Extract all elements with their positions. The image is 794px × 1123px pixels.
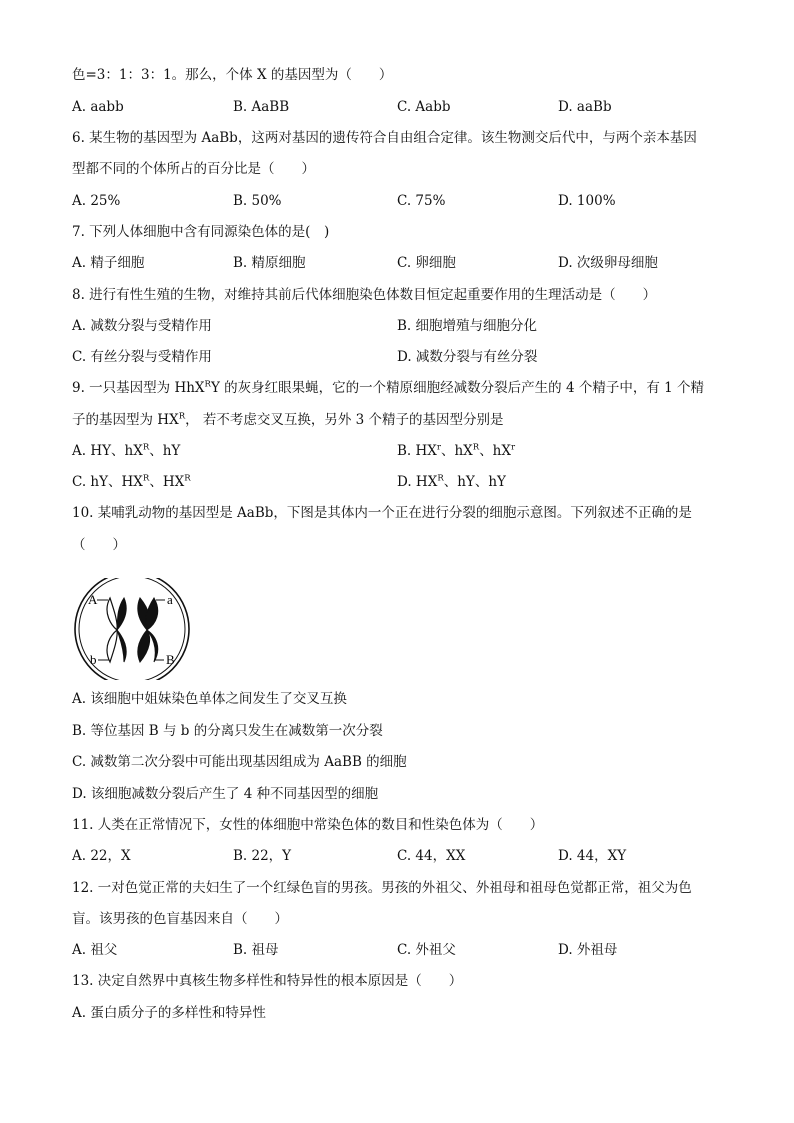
- q11-option-b: B. 22，Y: [233, 848, 292, 864]
- q5-option-b: B. AaBB: [233, 99, 290, 115]
- q12-option-b: B. 祖母: [233, 942, 279, 958]
- q8-option-b: B. 细胞增殖与细胞分化: [397, 318, 538, 334]
- q5-stem: 色=3：1：3：1。那么，个体 X 的基因型为（ ）: [72, 67, 393, 83]
- cell-division-diagram: [72, 578, 192, 684]
- q12-stem-line2: 盲。该男孩的色盲基因来自（ ）: [72, 911, 288, 927]
- q9-option-a: A. HY、$hX^R$、hY: [72, 442, 181, 459]
- q9-stem-line1: 9. 一只基因型为 HhX$^R$Y 的灰身红眼果蝇，它的一个精原细胞经减数分裂后产生的 4 个精子中，有 1 个精: [72, 379, 704, 396]
- q8-stem: 8. 进行有性生殖的生物，对维持其前后代体细胞染色体数目恒定起重要作用的生理活动是（ ）: [72, 287, 657, 303]
- q6-option-b: B. 50%: [233, 193, 282, 209]
- q9-option-d: D. $HX^R$、hY、hY: [397, 473, 506, 490]
- gene-label-a: a: [167, 592, 173, 607]
- q6-option-d: D. 100%: [558, 193, 616, 209]
- q13-option-a: A. 蛋白质分子的多样性和特异性: [72, 1005, 266, 1021]
- q7-option-b: B. 精原细胞: [233, 255, 306, 271]
- q6-stem-line2: 型都不同的个体所占的百分比是（ ）: [72, 161, 315, 177]
- q13-stem: 13. 决定自然界中真核生物多样性和特异性的根本原因是（ ）: [72, 973, 463, 989]
- q9-option-c: C. hY、$HX^R$、$HX^R$: [72, 473, 191, 490]
- q10-option-b: B. 等位基因 B 与 b 的分离只发生在减数第一次分裂: [72, 723, 383, 739]
- q10-stem: 10. 某哺乳动物的基因型是 AaBb，下图是其体内一个正在进行分裂的细胞示意图。下列叙述不正确的是: [72, 505, 692, 521]
- q8-option-a: A. 减数分裂与受精作用: [72, 318, 212, 334]
- q5-option-a: A. aabb: [72, 99, 124, 115]
- q5-option-d: D. aaBb: [558, 99, 612, 115]
- q11-option-d: D. 44，XY: [558, 848, 627, 864]
- q9-option-b: B. $HX^r$、$hX^R$、$hX^r$: [397, 442, 516, 459]
- q7-stem: 7. 下列人体细胞中含有同源染色体的是( ): [72, 224, 330, 240]
- q10-option-d: D. 该细胞减数分裂后产生了 4 种不同基因型的细胞: [72, 786, 379, 802]
- gene-label-B: B: [166, 652, 175, 667]
- q6-stem-line1: 6. 某生物的基因型为 AaBb，这两对基因的遗传符合自由组合定律。该生物测交后代中，与两个亲本基因: [72, 130, 697, 146]
- q6-option-c: C. 75%: [397, 193, 446, 209]
- q12-option-c: C. 外祖父: [397, 942, 456, 958]
- q10-option-c: C. 减数第二次分裂中可能出现基因组成为 AaBB 的细胞: [72, 754, 407, 770]
- q11-option-a: A. 22，X: [72, 848, 131, 864]
- left-chromatid-white: [107, 598, 117, 662]
- q10-stem-line2: （ ）: [72, 537, 126, 553]
- right-chromatid-black2: [146, 598, 158, 662]
- q5-option-c: C. Aabb: [397, 99, 451, 115]
- q7-option-d: D. 次级卵母细胞: [558, 255, 658, 271]
- q12-stem-line1: 12. 一对色觉正常的夫妇生了一个红绿色盲的男孩。男孩的外祖父、外祖母和祖母色觉都正常，祖父为色: [72, 880, 692, 896]
- q12-option-a: A. 祖父: [72, 942, 118, 958]
- q10-option-a: A. 该细胞中姐妹染色单体之间发生了交叉互换: [72, 691, 347, 707]
- gene-label-A: A: [88, 592, 98, 607]
- q7-option-c: C. 卵细胞: [397, 255, 456, 271]
- q8-option-c: C. 有丝分裂与受精作用: [72, 349, 212, 365]
- q7-option-a: A. 精子细胞: [72, 255, 145, 271]
- left-chromatid-black: [117, 598, 126, 662]
- q6-option-a: A. 25%: [72, 193, 121, 209]
- q12-option-d: D. 外祖母: [558, 942, 618, 958]
- q11-option-c: C. 44，XX: [397, 848, 466, 864]
- q8-option-d: D. 减数分裂与有丝分裂: [397, 349, 538, 365]
- cell-diagram-svg: [72, 578, 192, 680]
- q9-stem-line2: 子的基因型为 $HX^R$， 若不考虑交叉互换，另外 3 个精子的基因型分别是: [72, 411, 504, 428]
- right-chromosome: [138, 598, 158, 662]
- gene-label-b: b: [90, 652, 97, 667]
- q11-stem: 11. 人类在正常情况下，女性的体细胞中常染色体的数目和性染色体为（ ）: [72, 817, 544, 833]
- left-chromosome: [107, 598, 126, 662]
